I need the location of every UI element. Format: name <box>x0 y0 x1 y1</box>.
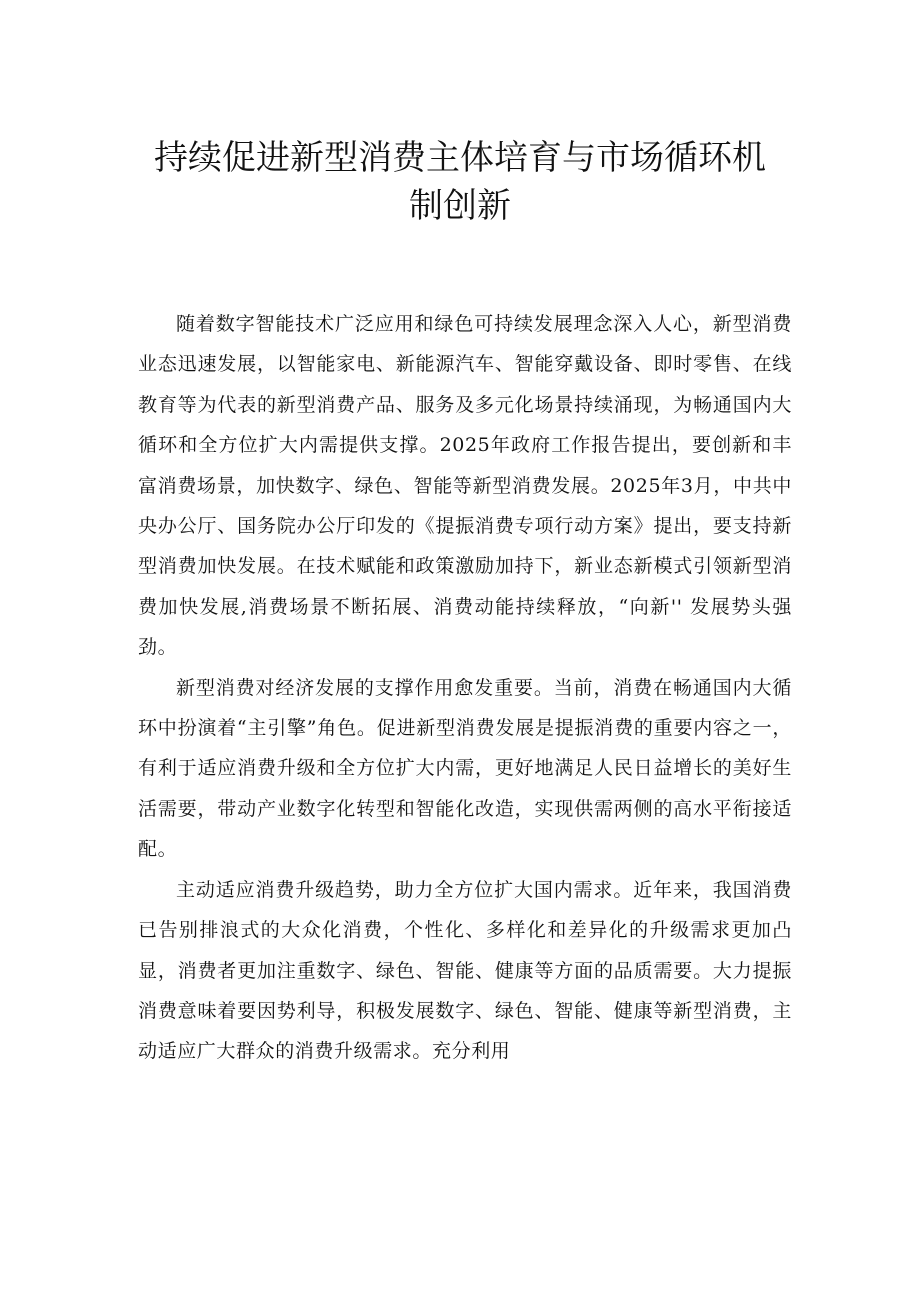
paragraph-1: 随着数字智能技术广泛应用和绿色可持续发展理念深入人心，新型消费业态迅速发展，以智能家电、新能源汽车、智能穿戴设备、即时零售、在线教育等为代表的新型消费产品、服务及多元化场景持续涌现，为畅通国内大循环和全方位扩大内需提供支撑。2025年政府工作报告提出，要创新和丰富消费场景，加快数字、绿色、智能等新型消费发展。2025年3月，中共中央办公厅、国务院办公厅印发的《提振消费专项行动方案》提出，要支持新型消费加快发展。在技术赋能和政策激励加持下，新业态新模式引领新型消费加快发展,消费场景不断拓展、消费动能持续释放，“向新'' 发展势头强劲。 <box>138 313 792 659</box>
document-body <box>138 304 792 1072</box>
document-title-line-2: 制创新 <box>409 186 511 226</box>
document-title-line-1: 持续促进新型消费主体培育与市场循环机 <box>154 138 766 178</box>
paragraph-2: 新型消费对经济发展的支撑作用愈发重要。当前，消费在畅通国内大循环中扮演着“主引擎”角色。促进新型消费发展是提振消费的重要内容之一，有利于适应消费升级和全方位扩大内需，更好地满足人民日益增长的美好生活需要，带动产业数字化转型和智能化改造，实现供需两侧的高水平衔接适配。 <box>138 676 792 861</box>
paragraph-3: 主动适应消费升级趋势，助力全方位扩大国内需求。近年来，我国消费已告别排浪式的大众化消费，个性化、多样化和差异化的升级需求更加凸显，消费者更加注重数字、绿色、智能、健康等方面的品质需要。大力提振消费意味着要因势利导，积极发展数字、绿色、智能、健康等新型消费，主动适应广大群众的消费升级需求。充分利用 <box>138 878 792 1063</box>
